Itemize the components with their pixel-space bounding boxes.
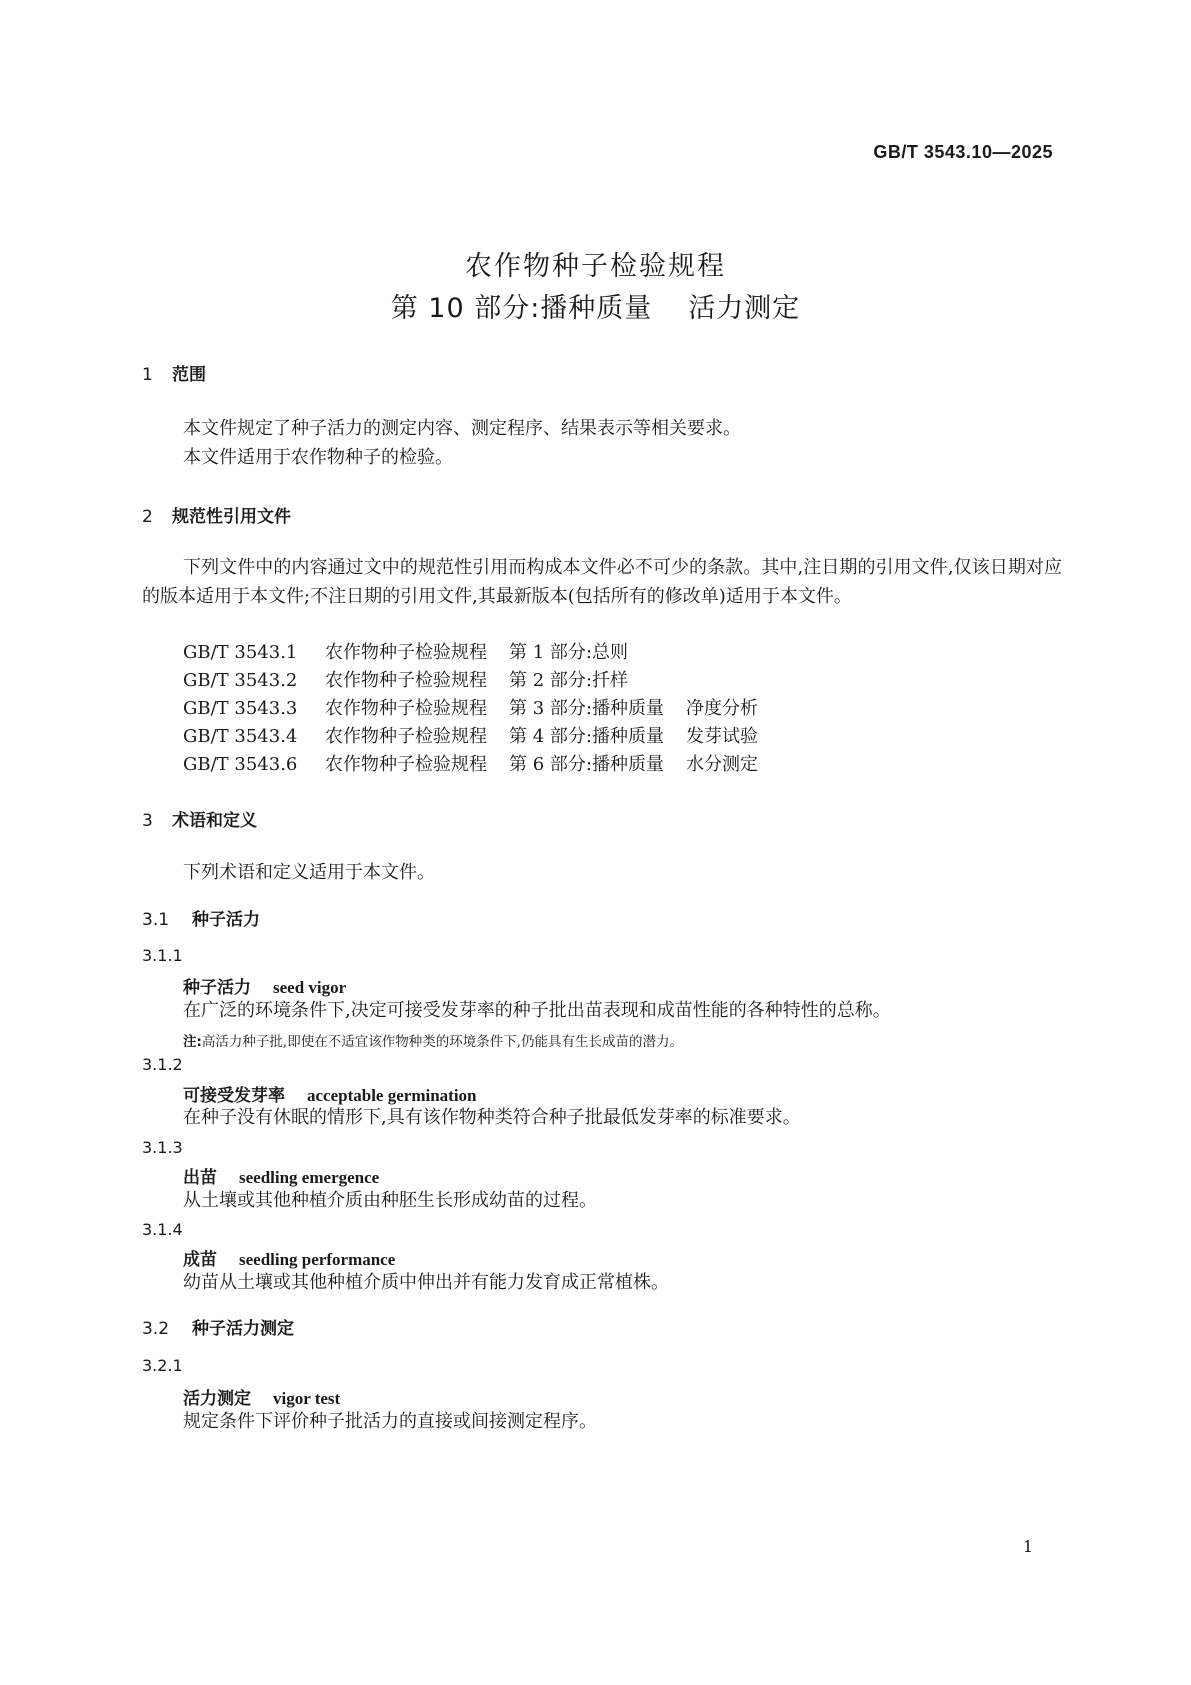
document-title-subject: 活力测定 [688, 293, 801, 324]
section-3-1-heading: 3.1 种子活力 [142, 910, 260, 930]
term-number: 3.1.4 [142, 1220, 183, 1239]
section-1-heading: 1 范围 [142, 365, 206, 385]
document-title-line1: 农作物种子检验规程 [465, 251, 726, 282]
standard-number: GB/T 3543.10—2025 [873, 142, 1053, 162]
term-definition: 规定条件下评价种子批活力的直接或间接测定程序。 [183, 1411, 597, 1432]
term-entry: 出苗 seedling emergence [183, 1168, 380, 1188]
term-number: 3.1.3 [142, 1138, 183, 1157]
document-title-part: 第 10 部分:播种质量 [390, 293, 653, 324]
section-3-2-heading: 3.2 种子活力测定 [142, 1319, 294, 1339]
term-number: 3.2.1 [142, 1356, 183, 1375]
term-entry: 活力测定 vigor test [183, 1389, 341, 1409]
reference-item: GB/T 3543.2 农作物种子检验规程 第 2 部分:扦样 [183, 670, 628, 691]
term-note: 注:高活力种子批,即使在不适宜该作物种类的环境条件下,仍能具有生长成苗的潜力。 [183, 1034, 683, 1050]
reference-item: GB/T 3543.3 农作物种子检验规程 第 3 部分:播种质量 净度分析 [183, 698, 758, 719]
term-entry: 种子活力 seed vigor [183, 978, 347, 998]
document-title-line2 [0, 286, 1191, 325]
term-number: 3.1.1 [142, 946, 183, 965]
reference-item: GB/T 3543.1 农作物种子检验规程 第 1 部分:总则 [183, 642, 628, 663]
terms-intro: 下列术语和定义适用于本文件。 [183, 862, 435, 883]
reference-item: GB/T 3543.6 农作物种子检验规程 第 6 部分:播种质量 水分测定 [183, 754, 758, 775]
term-definition: 幼苗从土壤或其他种植介质中伸出并有能力发育成正常植株。 [183, 1272, 669, 1293]
section-3-heading: 3 术语和定义 [142, 811, 257, 831]
term-definition: 从土壤或其他种植介质由种胚生长形成幼苗的过程。 [183, 1190, 597, 1211]
term-definition: 在种子没有休眠的情形下,具有该作物种类符合种子批最低发芽率的标准要求。 [183, 1107, 801, 1128]
term-entry: 成苗 seedling performance [183, 1250, 396, 1270]
term-definition: 在广泛的环境条件下,决定可接受发芽率的种子批出苗表现和成苗性能的各种特性的总称。 [183, 1000, 891, 1021]
term-number: 3.1.2 [142, 1055, 183, 1074]
reference-item: GB/T 3543.4 农作物种子检验规程 第 4 部分:播种质量 发芽试验 [183, 726, 758, 747]
page-number: 1 [1022, 1537, 1033, 1556]
scope-paragraph-2: 本文件适用于农作物种子的检验。 [183, 447, 453, 468]
scope-paragraph-1: 本文件规定了种子活力的测定内容、测定程序、结果表示等相关要求。 [183, 418, 741, 439]
normative-references-paragraph: 下列文件中的内容通过文中的规范性引用而构成本文件必不可少的条款。其中,注日期的引用文件,仅该日期对应的版本适用于本文件;不注日期的引用文件,其最新版本(包括所有的修改单)适用于本文件。 [142, 557, 1062, 607]
section-2-heading: 2 规范性引用文件 [142, 507, 291, 527]
term-entry: 可接受发芽率 acceptable germination [183, 1086, 477, 1106]
